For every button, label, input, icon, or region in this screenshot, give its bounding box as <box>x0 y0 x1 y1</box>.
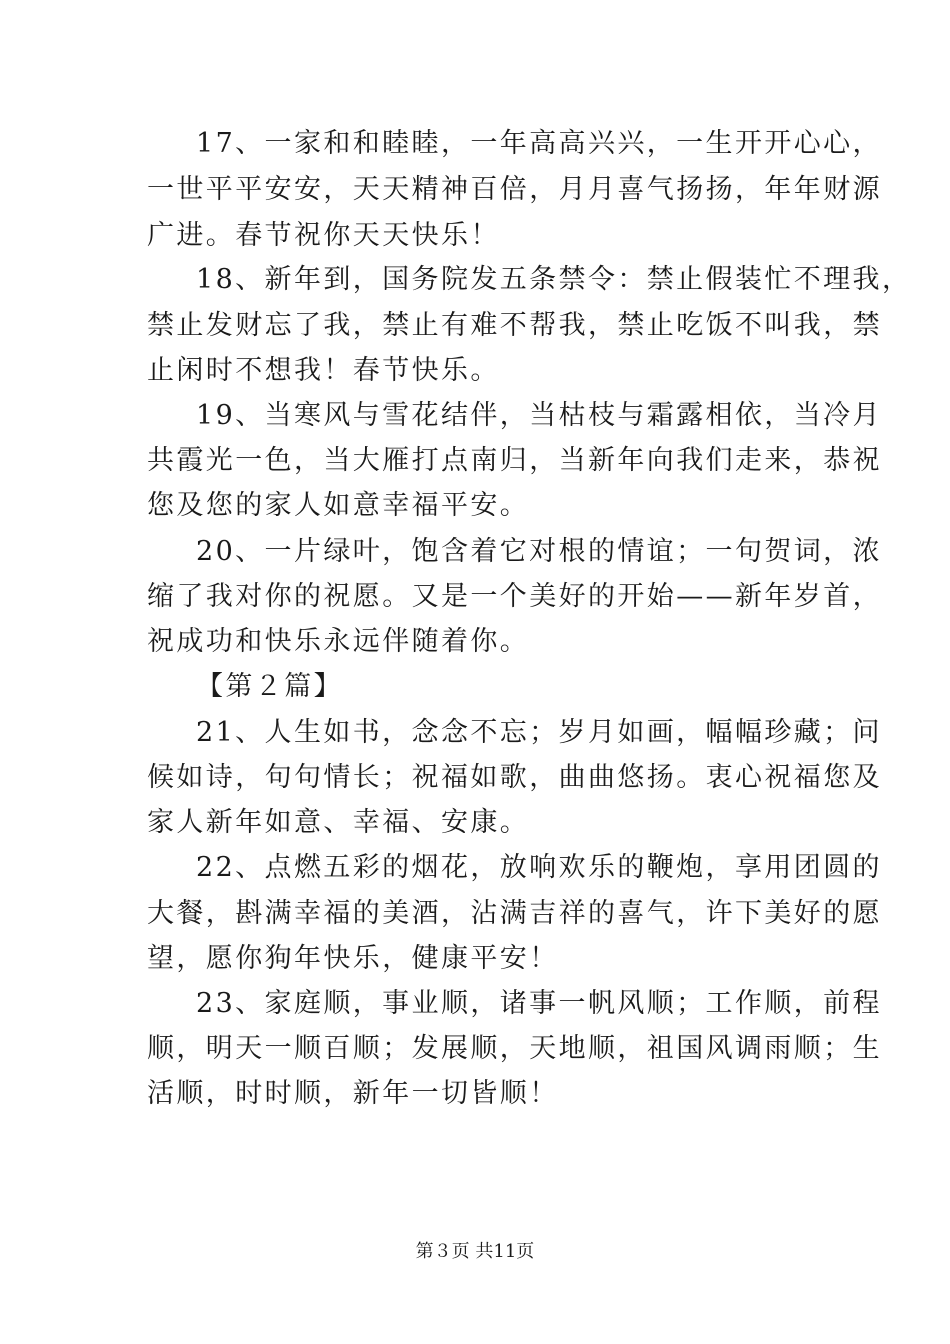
page-number-footer: 第３页 共11页 <box>415 1241 535 1262</box>
paragraph-17-line-1: 17、一家和和睦睦，一年高高兴兴，一生开开心心， <box>196 128 882 159</box>
paragraph-18-line-3: 止闲时不想我！春节快乐。 <box>147 355 500 386</box>
paragraph-22-line-1: 22、点燃五彩的烟花，放响欢乐的鞭炮，享用团圆的 <box>196 852 882 883</box>
paragraph-23-line-2: 顺，明天一顺百顺；发展顺，天地顺，祖国风调雨顺；生 <box>147 1033 882 1064</box>
paragraph-20-line-3: 祝成功和快乐永远伴随着你。 <box>147 626 530 657</box>
paragraph-22-line-3: 望，愿你狗年快乐，健康平安！ <box>147 943 559 974</box>
paragraph-19-line-1: 19、当寒风与雪花结伴，当枯枝与霜露相依，当冷月 <box>196 400 882 431</box>
section-heading: 【第２篇】 <box>196 671 343 702</box>
paragraph-23-line-3: 活顺，时时顺，新年一切皆顺！ <box>147 1078 559 1109</box>
paragraph-19-line-3: 您及您的家人如意幸福平安。 <box>147 490 530 521</box>
paragraph-20-line-2: 缩了我对你的祝愿。又是一个美好的开始——新年岁首， <box>147 581 882 612</box>
paragraph-18-line-2: 禁止发财忘了我，禁止有难不帮我，禁止吃饭不叫我，禁 <box>147 310 882 341</box>
paragraph-19-line-2: 共霞光一色，当大雁打点南归，当新年向我们走来，恭祝 <box>147 445 882 476</box>
paragraph-17-line-2: 一世平平安安，天天精神百倍，月月喜气扬扬，年年财源 <box>147 174 882 205</box>
paragraph-20-line-1: 20、一片绿叶，饱含着它对根的情谊；一句贺词，浓 <box>196 536 882 567</box>
paragraph-21-line-2: 候如诗，句句情长；祝福如歌，曲曲悠扬。衷心祝福您及 <box>147 762 882 793</box>
paragraph-21-line-3: 家人新年如意、幸福、安康。 <box>147 807 530 838</box>
paragraph-21-line-1: 21、人生如书，念念不忘；岁月如画，幅幅珍藏；问 <box>196 717 882 748</box>
paragraph-17-line-3: 广进。春节祝你天天快乐！ <box>147 220 500 251</box>
paragraph-22-line-2: 大餐，斟满幸福的美酒，沾满吉祥的喜气，许下美好的愿 <box>147 898 882 929</box>
paragraph-23-line-1: 23、家庭顺，事业顺，诸事一帆风顺；工作顺，前程 <box>196 988 882 1019</box>
paragraph-18-line-1: 18、新年到，国务院发五条禁令：禁止假装忙不理我， <box>196 264 912 295</box>
